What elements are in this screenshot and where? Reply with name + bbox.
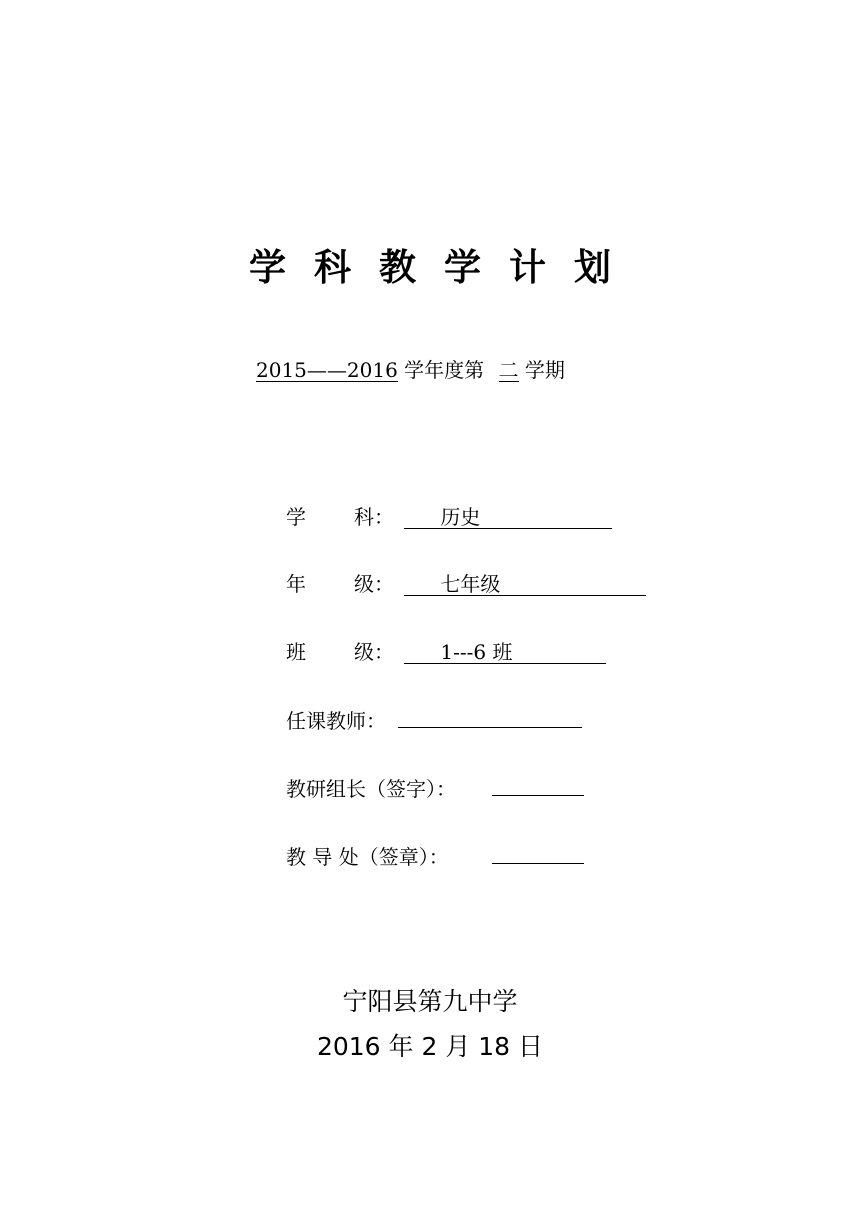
teacher-field[interactable] bbox=[398, 704, 582, 728]
group-leader-field[interactable] bbox=[492, 772, 584, 796]
class-label-b: 级： bbox=[354, 640, 394, 664]
teacher-label: 任课教师： bbox=[286, 709, 386, 733]
document-date: 2016 年 2 月 18 日 bbox=[316, 1032, 544, 1061]
subject-label-b: 科： bbox=[354, 505, 394, 529]
term-years: 2015——2016 bbox=[256, 358, 398, 382]
group-leader-row bbox=[286, 772, 584, 804]
class-row bbox=[286, 637, 606, 669]
subject-value: 历史 bbox=[440, 505, 481, 529]
subject-field[interactable] bbox=[404, 505, 612, 529]
grade-label-b: 级： bbox=[354, 572, 394, 596]
page-title: 学科教学计划 bbox=[249, 246, 639, 289]
office-row bbox=[286, 840, 584, 872]
class-label-a: 班 bbox=[286, 640, 306, 664]
term-end-text: 学期 bbox=[524, 358, 565, 382]
class-value: 1---6 班 bbox=[440, 640, 513, 664]
grade-label-a: 年 bbox=[286, 572, 306, 596]
teacher-row bbox=[286, 704, 582, 736]
group-leader-label: 教研组长（签字）： bbox=[286, 777, 456, 801]
class-field[interactable] bbox=[404, 640, 606, 664]
subject-label-a: 学 bbox=[286, 505, 306, 529]
grade-field[interactable] bbox=[404, 572, 646, 596]
grade-row bbox=[286, 569, 646, 601]
term-semester: 二 bbox=[498, 358, 519, 382]
term-line bbox=[256, 355, 565, 385]
school-name: 宁阳县第九中学 bbox=[342, 987, 518, 1016]
grade-value: 七年级 bbox=[440, 572, 501, 596]
term-mid-text: 学年度第 bbox=[404, 358, 485, 382]
office-label: 教 导 处（签章）： bbox=[286, 845, 449, 869]
office-field[interactable] bbox=[492, 840, 584, 864]
subject-row bbox=[286, 502, 612, 534]
